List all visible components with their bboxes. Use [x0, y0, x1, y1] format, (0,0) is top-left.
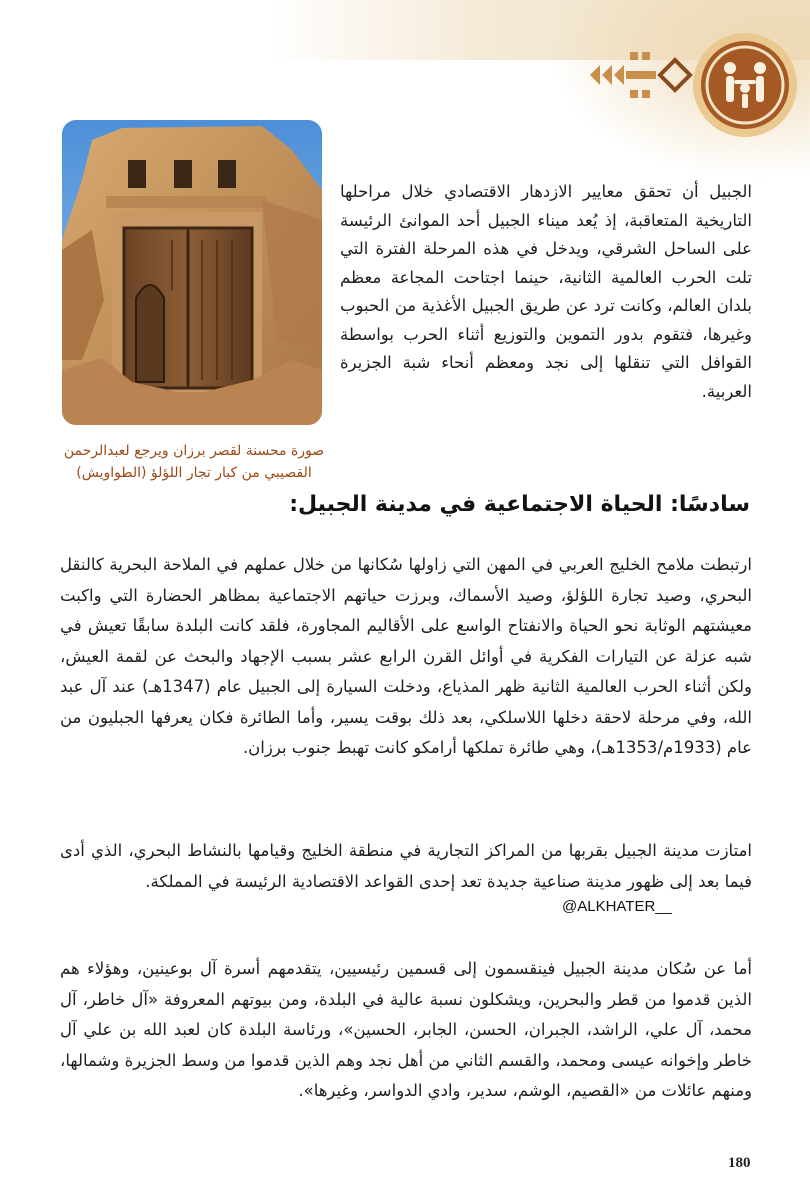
intro-paragraph: الجبيل أن تحقق معايير الازدهار الاقتصادي خلال مراحلها التاريخية المتعاقبة، إذ يُعد ميناء الجبيل أحد الموانئ الرئيسة على الساحل الشرقي، ويدخل في هذه المرحلة الفترة التي تلت الحرب العالمية الثانية، حينما اجتاحت المجاعة معظم بلدان العالم، وكانت ترد عن طريق الجبيل الأغذية من الحبوب وغيرها، فتقوم بدور التموين والتوزيع أثناء الحرب بواسطة القوافل التي تنقلها إلى نجد ومعظم أنحاء شبة الجزيرة العربية.	[340, 182, 752, 401]
barzan-palace-door-photo	[62, 120, 322, 425]
page-number: 180	[728, 1155, 751, 1171]
paragraph-social-life: ارتبطت ملامح الخليج العربي في المهن التي زاولها سُكانها من خلال عملهم في الملاحة البحرية كالنقل البحري، وصيد تجارة اللؤلؤ، وصيد الأسماك، وبرزت حياتهم الاجتماعية بمظاهر الحضارة التي واكبت معيشتهم الوثابة نحو الحياة والانفتاح الواسع على الأقاليم المجاورة، فلقد كانت البلدة سابقًا تعيش في شبه عزلة عن التيارات الفكرية في أوائل القرن الرابع عشر بسبب الإجهاد والبحث عن لقمة العيش، ولكن أثناء الحرب العالمية الثانية ظهر المذياع، ودخلت السيارة إلى الجبيل عام (1347هـ) عند آل عبد الله، وفي مرحلة لاحقة دخلها اللاسلكي، بعد ذلك بوقت يسير، وأما الطائرة فكان يعرفها الجبليون من عام (1933م/1353هـ)، وهي طائرة تملكها أرامكو كانت تهبط جنوب برزان.	[60, 555, 753, 757]
paragraph-commercial-location: امتازت مدينة الجبيل بقربها من المراكز التجارية في منطقة الخليج وقيامها بالنشاط البحري، الذي أدى فيما بعد إلى ظهور مدينة صناعية جديدة تعد إحدى القواعد الاقتصادية الرئيسة في المملكة.	[60, 841, 752, 891]
watermark-handle: @ALKHATER__	[558, 898, 676, 915]
section-heading: سادسًا: الحياة الاجتماعية في مدينة الجبيل:	[289, 492, 750, 517]
photo-caption-line1: صورة محسنة لقصر برزان ويرجع لعبدالرحمن	[63, 443, 325, 459]
photo-caption-line2: القصيبي من كبار تجار اللؤلؤ (الطواويش)	[76, 465, 312, 481]
paragraph-population: أما عن سُكان مدينة الجبيل فينقسمون إلى قسمين رئيسيين، يتقدمهم أسرة آل بوعينين، وهؤلاء هم الذين قدموا من قطر والبحرين، ويشكلون نسبة عالية في البلدة، ومن بيوتهم المعروفة «آل خاطر، آل محمد، آل علي، الراشد، الجبران، الحسن، الجابر، الحسين»، ورئاسة البلدة كان لعبد الله بن علي آل خاطر وإخوانه عيسى ومحمد، والقسم الثاني من أهل نجد وهم الذين قدموا من وسط الجزيرة وشمالها، ومنهم عائلات من «القصيم، الوشم، سدير، وادي الدواسر، وغيرها».	[60, 959, 752, 1100]
arrow-motif-icon	[590, 40, 700, 110]
photo-caption	[60, 440, 328, 484]
heritage-family-emblem-icon	[690, 30, 800, 140]
